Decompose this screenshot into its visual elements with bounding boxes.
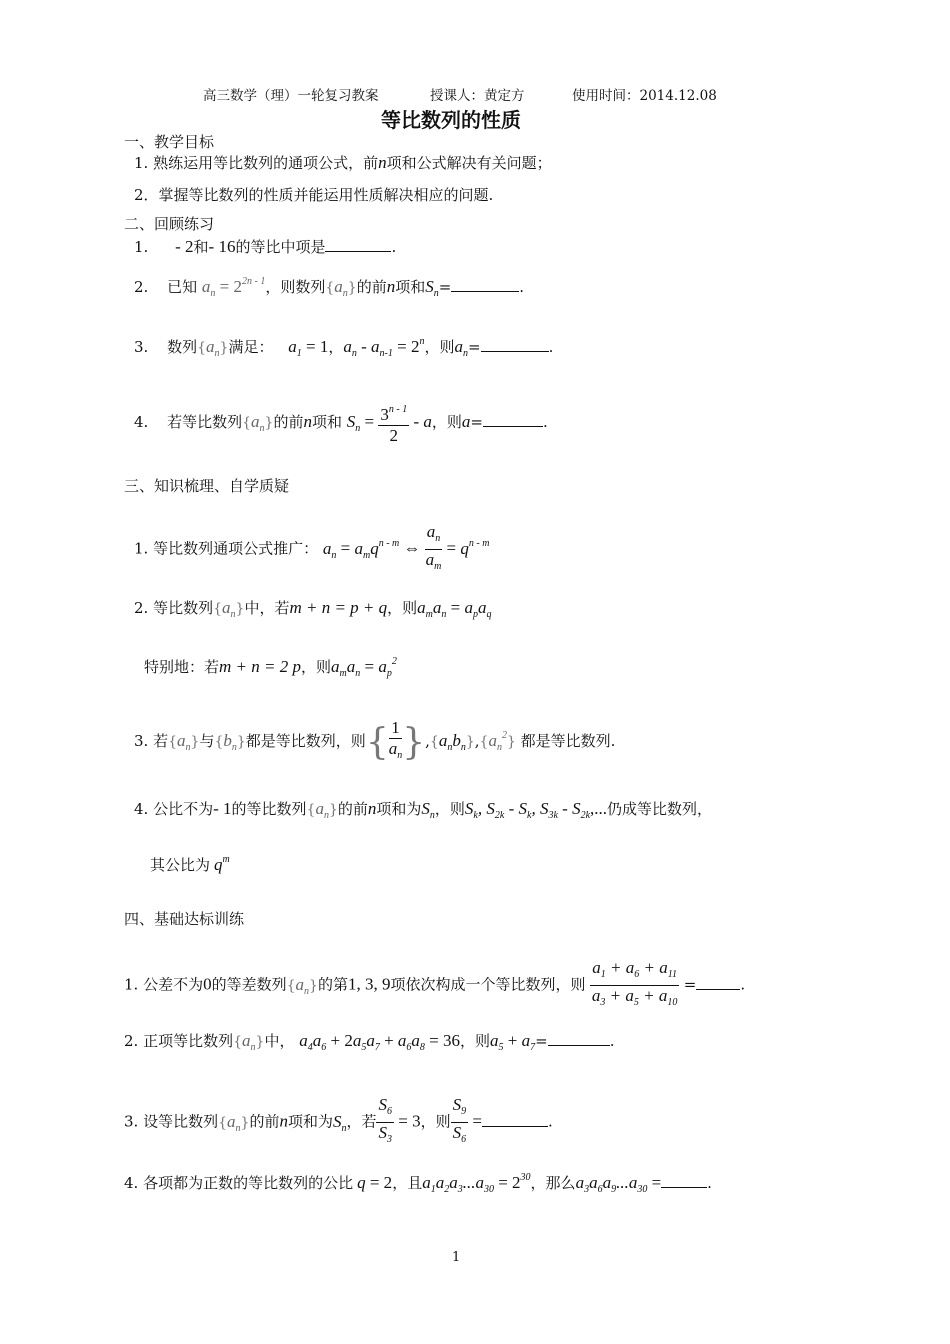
section-heading-practice: 四、基础达标训练 [124, 910, 245, 928]
header-teacher: 授课人：黄定方 [430, 88, 525, 104]
page-number: 1 [452, 1250, 461, 1265]
section-heading-knowledge: 三、知识梳理、自学质疑 [124, 477, 290, 495]
knowledge-4-ratio: 其公比为 $q^m$ [150, 854, 230, 874]
knowledge-2-special: 特别地：若m + n = 2 p，则$a_ma_n = a_p^2$ [144, 656, 397, 679]
knowledge-2: 2. 等比数列$\{a_n\}$中，若m + n = p + q，则$a_ma_n = a_pa_q$ [134, 598, 492, 620]
section-heading-goals: 一、教学目标 [124, 133, 215, 151]
review-question-2: 2. 已知 $a_n = 2^{2n - 1}$，则数列$\{a_n\}$的前n项和$S_n=$ . [134, 276, 525, 299]
knowledge-3: 3. 若$\{a_n\}$与$\{b_n\}$都是等比数列，则{ $\frac{1}{a_n}$ }$,\{a_nb_n\},\{a_n^2\}$ 都是等比数列. [134, 718, 616, 763]
practice-question-1: 1. 公差不为0的等差数列$\{a_n\}$的第1, 3, 9项依次构成一个等比数列，则 $\frac{a_1 + a_6 + a_{11}}{a_3 + a_5 + a_{10}}$ = . [124, 958, 746, 1008]
practice-question-4: 4. 各项都为正数的等比数列的公比 q = 2，且$a_1a_2a_3...a_{30} = 2^{30}$，那么$a_3a_6a_9...a_{30}$ = . [124, 1172, 712, 1195]
header-date: 使用时间：2014.12.08 [572, 88, 717, 104]
knowledge-4: 4. 公比不为- 1的等比数列$\{a_n\}$的前n项和为$S_n$，则$S_k$, $S_{2k} - S_k$, $S_{3k} - S_{2k}$,...仍成等比数列， [134, 799, 713, 821]
review-question-3: 3. 数列$\{a_n\}$满足： $a_1 = 1$，$a_n - a_{n-1} = 2^n$，则$a_n=$ . [134, 336, 554, 359]
review-question-1: 1. - 2和- 16的等比中项是 . [134, 237, 397, 256]
goal-1: 1. 熟练运用等比数列的通项公式，前n项和公式解决有关问题； [134, 153, 552, 172]
practice-question-3: 3. 设等比数列$\{a_n\}$的前n项和为$S_n$，若 $\frac{S_6}{S_3}$ = 3，则 $\frac{S_9}{S_6}$ = . [124, 1095, 553, 1145]
goal-2: 2．掌握等比数列的性质并能运用性质解决相应的问题. [134, 186, 494, 204]
page-title: 等比数列的性质 [381, 108, 521, 132]
header-course: 高三数学（理）一轮复习教案 [203, 88, 379, 104]
review-question-4: 4. 若等比数列$\{a_n\}$的前n项和 $S_n$ = $\frac{3^{n - 1}}{2}$ - a，则a= . [134, 400, 548, 446]
knowledge-1: 1. 等比数列通项公式推广： $a_n = a_mq^{n - m}$ ⇔ $\frac{a_n}{a_m}$ = $q^{n - m}$ [134, 522, 490, 572]
section-heading-review: 二、回顾练习 [124, 215, 215, 233]
practice-question-2: 2. 正项等比数列$\{a_n\}$中， $a_4a_6 + 2a_5a_7 + a_6a_8 = 36$，则$a_5 + a_7=$ . [124, 1031, 615, 1053]
